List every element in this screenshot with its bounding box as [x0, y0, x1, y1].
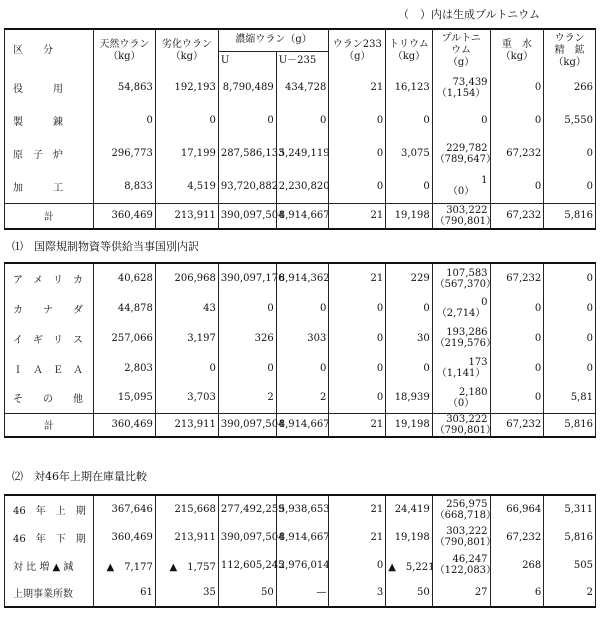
plutonium-value: 256,975 — [446, 498, 488, 510]
section1-title: ⑴ 国際規制物資等供給当事国別内訳 — [12, 240, 199, 253]
plutonium-cell — [432, 71, 490, 104]
row-label — [5, 413, 94, 437]
row-label-text: 上期事業所数 — [13, 589, 73, 600]
value-cell: 303 — [276, 323, 329, 353]
value-cell: 19,198 — [386, 413, 432, 437]
uranium-ore-cell: 5,816 — [544, 523, 596, 551]
plutonium-cell — [432, 263, 497, 293]
plutonium-generated-value: （1,141） — [436, 368, 486, 379]
value-cell: 0 — [276, 353, 329, 383]
value-cell: 213,911 — [155, 203, 218, 229]
plutonium-cell — [432, 383, 490, 413]
header-depleted-uranium: 劣化ウラン （kg） — [155, 29, 218, 71]
table-row — [5, 383, 596, 413]
value-cell: 3,703 — [155, 383, 218, 413]
value-cell: 0 — [329, 104, 386, 137]
row-label — [5, 495, 94, 523]
value-cell: 360,469 — [93, 203, 155, 229]
plutonium-note: （ ）内は生成プルトニウム — [398, 8, 541, 21]
heavy-water-cell: 268 — [490, 551, 544, 579]
plutonium-cell — [432, 293, 490, 323]
plutonium-cell — [432, 203, 497, 229]
header-category: 区 分 — [5, 29, 94, 71]
table-row — [5, 293, 596, 323]
value-cell: 390,097,504 — [218, 413, 276, 437]
plutonium-value: 1 — [481, 175, 488, 187]
row-label-text: イ ギ リ ス — [13, 334, 83, 346]
value-cell: 215,668 — [155, 495, 218, 523]
heavy-water-cell: 0 — [490, 170, 544, 203]
plutonium-generated-value: （0） — [447, 186, 475, 198]
value-cell: 0 — [329, 293, 386, 323]
plutonium-generated-value: （790,801） — [434, 215, 497, 227]
value-cell: 326 — [218, 323, 276, 353]
value-cell: 44,878 — [93, 293, 155, 323]
plutonium-value: 2,180 — [458, 386, 488, 398]
plutonium-generated-value: （789,647） — [434, 153, 497, 165]
value-cell: 2 — [276, 383, 329, 413]
value-cell: 0 — [386, 353, 432, 383]
heavy-water-cell: 0 — [490, 323, 544, 353]
table-row — [5, 104, 596, 137]
value-cell: 0 — [329, 170, 386, 203]
comparison-table — [4, 494, 596, 608]
value-cell: 18,939 — [386, 383, 432, 413]
plutonium-value: 107,583 — [446, 267, 488, 279]
plutonium-cell — [432, 104, 490, 137]
plutonium-generated-value: （567,370） — [434, 278, 497, 290]
value-cell: 3 — [329, 579, 386, 607]
uranium-ore-cell: 0 — [544, 137, 596, 170]
value-cell: 21 — [329, 495, 386, 523]
value-cell: 213,911 — [155, 413, 218, 437]
plutonium-generated-value: （668,718） — [434, 509, 497, 521]
value-cell: 35 — [155, 579, 218, 607]
plutonium-generated-value: （790,801） — [434, 424, 497, 436]
total-row — [5, 203, 596, 229]
header-enriched-u235: U－235 — [276, 51, 329, 71]
row-label — [5, 104, 94, 137]
value-cell: 229 — [386, 263, 432, 293]
value-cell: 93,720,882 — [218, 170, 276, 203]
heavy-water-cell: 67,232 — [490, 203, 544, 229]
header-enriched-u: U — [218, 51, 276, 71]
value-cell: 287,586,133 — [218, 137, 276, 170]
row-label — [5, 263, 94, 293]
row-label — [5, 383, 94, 413]
value-cell: 0 — [386, 104, 432, 137]
plutonium-cell — [432, 579, 490, 607]
uranium-ore-cell: 0 — [544, 323, 596, 353]
value-cell: 0 — [93, 104, 155, 137]
uranium-ore-cell: 505 — [544, 551, 596, 579]
header-natural-uranium: 天然ウラン （kg） — [93, 29, 155, 71]
value-cell: 0 — [386, 293, 432, 323]
value-cell: 40,628 — [93, 263, 155, 293]
section2-title: ⑵ 対46年上期在庫量比較 — [12, 470, 147, 483]
value-cell: 8,914,667 — [276, 203, 329, 229]
plutonium-value: 229,782 — [446, 142, 488, 154]
value-cell: 24,419 — [386, 495, 432, 523]
value-cell: 50 — [386, 579, 432, 607]
value-cell: 5,938,653 — [276, 495, 329, 523]
row-label-text: 製 錬 — [13, 117, 63, 128]
row-label-text: 原 子 炉 — [13, 150, 63, 161]
row-label — [5, 523, 94, 551]
plutonium-generated-value: （122,083） — [434, 565, 497, 576]
uranium-ore-cell: 5,816 — [544, 413, 596, 437]
table-row — [5, 551, 596, 579]
uranium-ore-cell: 266 — [544, 71, 596, 104]
value-cell: ▲ 7,177 — [93, 551, 155, 579]
plutonium-generated-value: （1,154） — [436, 87, 486, 99]
value-cell: 390,097,504 — [218, 523, 276, 551]
row-label-text: 対 比 増 ▲ 減 — [13, 561, 74, 573]
plutonium-cell — [432, 323, 497, 353]
value-cell: 2,976,014 — [276, 551, 329, 579]
value-cell: 15,095 — [93, 383, 155, 413]
plutonium-value: 0 — [481, 115, 488, 126]
value-cell: 3,197 — [155, 323, 218, 353]
row-label — [5, 137, 94, 170]
row-label — [5, 579, 94, 607]
heavy-water-cell: 0 — [490, 353, 544, 383]
row-label — [5, 353, 94, 383]
uranium-ore-cell: 0 — [544, 353, 596, 383]
value-cell: 3,075 — [386, 137, 432, 170]
value-cell: ▲ 1,757 — [155, 551, 218, 579]
plutonium-value: 303,222 — [446, 413, 488, 425]
uranium-ore-cell: 5,81 — [544, 383, 596, 413]
plutonium-generated-value: （219,576） — [434, 338, 497, 349]
heavy-water-cell: 0 — [490, 383, 544, 413]
value-cell: 21 — [329, 523, 386, 551]
table-row — [5, 579, 596, 607]
total-row — [5, 413, 596, 437]
plutonium-value: 173 — [468, 357, 488, 368]
main-inventory-table — [4, 28, 596, 230]
row-label — [5, 71, 94, 104]
row-label — [5, 551, 94, 579]
uranium-ore-cell: 0 — [544, 263, 596, 293]
value-cell: 213,911 — [155, 523, 218, 551]
value-cell: 8,914,362 — [276, 263, 329, 293]
value-cell: 0 — [276, 104, 329, 137]
plutonium-cell — [432, 551, 497, 579]
plutonium-generated-value: （2,714） — [436, 308, 486, 319]
row-label-text: そ の 他 — [13, 394, 83, 406]
row-label-text: 46 年 上 期 — [13, 506, 86, 517]
heavy-water-cell: 67,232 — [490, 413, 544, 437]
plutonium-cell — [432, 523, 497, 551]
value-cell: 277,492,259 — [218, 495, 276, 523]
plutonium-value: 27 — [474, 587, 488, 598]
value-cell: 0 — [276, 293, 329, 323]
table-row — [5, 323, 596, 353]
value-cell: 0 — [329, 551, 386, 579]
value-cell: 0 — [329, 137, 386, 170]
header-u233: ウラン233 （g） — [329, 29, 386, 71]
value-cell: 360,469 — [93, 523, 155, 551]
table-row — [5, 170, 596, 203]
value-cell: 21 — [329, 263, 386, 293]
row-label-text: 加 工 — [13, 182, 63, 194]
value-cell: 2,803 — [93, 353, 155, 383]
row-label-text: Ｉ Ａ Ｅ Ａ — [13, 364, 83, 376]
row-label-text: ア メ リ カ — [13, 275, 83, 286]
table-row — [5, 523, 596, 551]
value-cell: 367,646 — [93, 495, 155, 523]
value-cell: 19,198 — [386, 203, 432, 229]
plutonium-generated-value: （790,801） — [434, 537, 497, 548]
header-plutonium: プルトニ ウム （g） — [432, 29, 490, 71]
table-row — [5, 495, 596, 523]
row-label — [5, 293, 94, 323]
uranium-ore-cell: 5,816 — [544, 203, 596, 229]
value-cell: 296,773 — [93, 137, 155, 170]
value-cell: 43 — [155, 293, 218, 323]
row-label — [5, 203, 94, 229]
value-cell: 0 — [155, 104, 218, 137]
value-cell: 50 — [218, 579, 276, 607]
value-cell: 360,469 — [93, 413, 155, 437]
header-thorium: トリウム （kg） — [386, 29, 432, 71]
value-cell: 54,863 — [93, 71, 155, 104]
header-uranium-ore: ウラン 精 鉱 （kg） — [544, 29, 596, 71]
value-cell: 192,193 — [155, 71, 218, 104]
value-cell: 390,097,504 — [218, 203, 276, 229]
value-cell: 257,066 — [93, 323, 155, 353]
heavy-water-cell: 67,232 — [490, 263, 544, 293]
heavy-water-cell: 67,232 — [490, 137, 544, 170]
heavy-water-cell: 6 — [490, 579, 544, 607]
value-cell: 30 — [386, 323, 432, 353]
plutonium-cell — [432, 413, 497, 437]
value-cell: 390,097,176 — [218, 263, 276, 293]
value-cell: 206,968 — [155, 263, 218, 293]
row-label-text: 役 用 — [13, 84, 63, 95]
plutonium-value: 46,247 — [452, 554, 488, 565]
value-cell: 21 — [329, 413, 386, 437]
value-cell: 5,249,119 — [276, 137, 329, 170]
heavy-water-cell: 66,964 — [490, 495, 544, 523]
country-breakdown-table — [4, 262, 596, 438]
heavy-water-cell: 0 — [490, 71, 544, 104]
uranium-ore-cell: 0 — [544, 170, 596, 203]
plutonium-value: 303,222 — [446, 526, 488, 537]
plutonium-cell — [432, 353, 490, 383]
header-heavy-water: 重 水 （kg） — [490, 29, 544, 71]
value-cell: 0 — [329, 323, 386, 353]
value-cell: 21 — [329, 71, 386, 104]
value-cell: 61 — [93, 579, 155, 607]
plutonium-cell — [432, 495, 497, 523]
value-cell: 434,728 — [276, 71, 329, 104]
heavy-water-cell: 67,232 — [490, 523, 544, 551]
heavy-water-cell: 0 — [490, 293, 544, 323]
value-cell: 8,790,489 — [218, 71, 276, 104]
header-enriched-uranium: 濃縮ウラン（g） — [218, 29, 329, 51]
value-cell: 2,230,820 — [276, 170, 329, 203]
value-cell: 16,123 — [386, 71, 432, 104]
table-row — [5, 71, 596, 104]
table-row — [5, 353, 596, 383]
table-row — [5, 137, 596, 170]
value-cell: 19,198 — [386, 523, 432, 551]
row-label-text: カ ナ ダ — [13, 304, 83, 316]
value-cell: 8,914,667 — [276, 523, 329, 551]
value-cell: 112,605,245 — [218, 551, 276, 579]
row-label — [5, 323, 94, 353]
row-label-text: 46 年 下 期 — [13, 533, 86, 545]
uranium-ore-cell: 5,311 — [544, 495, 596, 523]
value-cell: 8,914,667 — [276, 413, 329, 437]
value-cell: 0 — [155, 353, 218, 383]
value-cell: 0 — [218, 293, 276, 323]
value-cell: — — [276, 579, 329, 607]
row-label-text: 計 — [43, 421, 54, 433]
value-cell: 0 — [329, 353, 386, 383]
value-cell: 4,519 — [155, 170, 218, 203]
plutonium-value: 303,222 — [446, 204, 488, 216]
row-label — [5, 170, 94, 203]
plutonium-cell — [432, 170, 490, 203]
value-cell: 21 — [329, 203, 386, 229]
plutonium-value: 73,439 — [452, 76, 488, 88]
value-cell: ▲ 5,221 — [386, 551, 432, 579]
uranium-ore-cell: 0 — [544, 293, 596, 323]
uranium-ore-cell: 2 — [544, 579, 596, 607]
value-cell: 8,833 — [93, 170, 155, 203]
plutonium-value: 0 — [481, 297, 488, 308]
value-cell: 17,199 — [155, 137, 218, 170]
value-cell: 0 — [329, 383, 386, 413]
value-cell: 2 — [218, 383, 276, 413]
value-cell: 0 — [218, 353, 276, 383]
value-cell: 0 — [386, 170, 432, 203]
table-row — [5, 263, 596, 293]
heavy-water-cell: 0 — [490, 104, 544, 137]
uranium-ore-cell: 5,550 — [544, 104, 596, 137]
row-label-text: 計 — [43, 212, 54, 224]
value-cell: 0 — [218, 104, 276, 137]
plutonium-value: 193,286 — [446, 327, 488, 338]
plutonium-generated-value: （0） — [447, 397, 475, 409]
plutonium-cell — [432, 137, 497, 170]
